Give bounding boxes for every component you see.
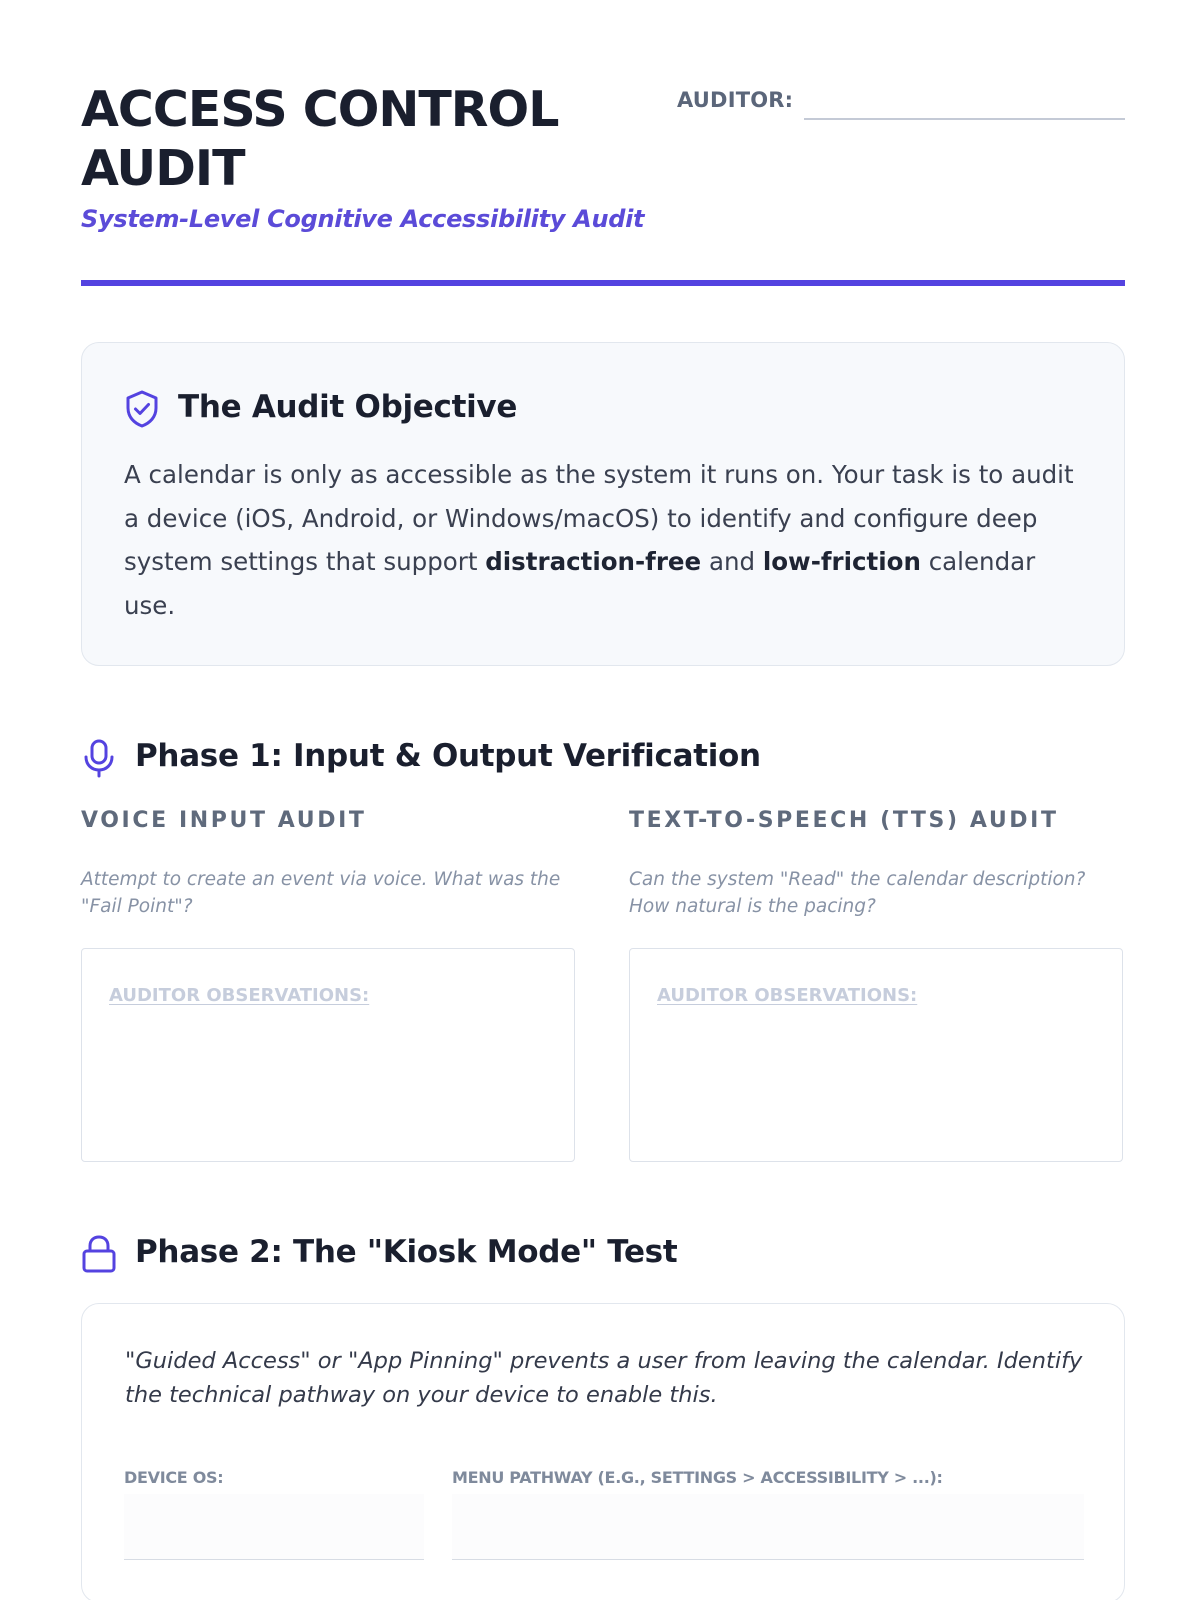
page-title: ACCESS CONTROL AUDIT — [81, 81, 559, 197]
kiosk-mode-card — [81, 1303, 1125, 1600]
shield-check-icon — [124, 389, 160, 429]
phase-2-title: Phase 2: The "Kiosk Mode" Test — [135, 1234, 678, 1270]
objective-body: A calendar is only as accessible as the system it runs on. Your task is to audit a device (iOS, Android, or Windows/macOS) to identify and configure deep system settings that support distraction-free and low-friction calendar use. — [124, 460, 1074, 620]
phase-1-heading — [81, 736, 1125, 780]
tts-label: TEXT-TO-SPEECH (TTS) AUDIT — [629, 808, 1059, 833]
tts-observations-box[interactable] — [629, 948, 1123, 1162]
lock-icon — [81, 1234, 117, 1274]
phase-1-title: Phase 1: Input & Output Verification — [135, 738, 761, 774]
menu-pathway-field[interactable] — [452, 1494, 1084, 1560]
device-os-field[interactable] — [124, 1494, 424, 1560]
microphone-icon — [81, 738, 117, 778]
tts-prompt: Can the system "Read" the calendar description? How natural is the pacing? — [629, 869, 1086, 917]
header-divider — [81, 280, 1125, 286]
voice-input-audit — [81, 808, 575, 1006]
kiosk-description: "Guided Access" or "App Pinning" prevents a user from leaving the calendar. Identify the technical pathway on your device to enable this. — [125, 1348, 1083, 1408]
auditor-label: AUDITOR: — [677, 88, 794, 112]
phase-2-heading — [81, 1232, 1125, 1276]
audit-page — [81, 0, 1125, 1600]
header — [81, 80, 1125, 288]
voice-observations-label: AUDITOR OBSERVATIONS: — [109, 985, 370, 1006]
voice-observations-box[interactable] — [81, 948, 575, 1162]
device-os-label: DEVICE OS: — [124, 1468, 224, 1487]
emphasis-distraction-free: distraction-free — [485, 547, 702, 576]
menu-pathway-label: MENU PATHWAY (E.G., SETTINGS > ACCESSIBILITY > ...): — [452, 1468, 943, 1487]
objective-card — [81, 342, 1125, 666]
emphasis-low-friction: low-friction — [762, 547, 921, 576]
auditor-name-field[interactable] — [804, 118, 1125, 120]
page-subtitle: System-Level Cognitive Accessibility Audit — [81, 205, 645, 233]
tts-observations-label: AUDITOR OBSERVATIONS: — [657, 985, 918, 1006]
voice-input-label: VOICE INPUT AUDIT — [81, 808, 367, 833]
tts-audit — [629, 808, 1123, 1006]
voice-input-prompt: Attempt to create an event via voice. What was the "Fail Point"? — [81, 869, 561, 917]
objective-heading: The Audit Objective — [178, 389, 518, 425]
